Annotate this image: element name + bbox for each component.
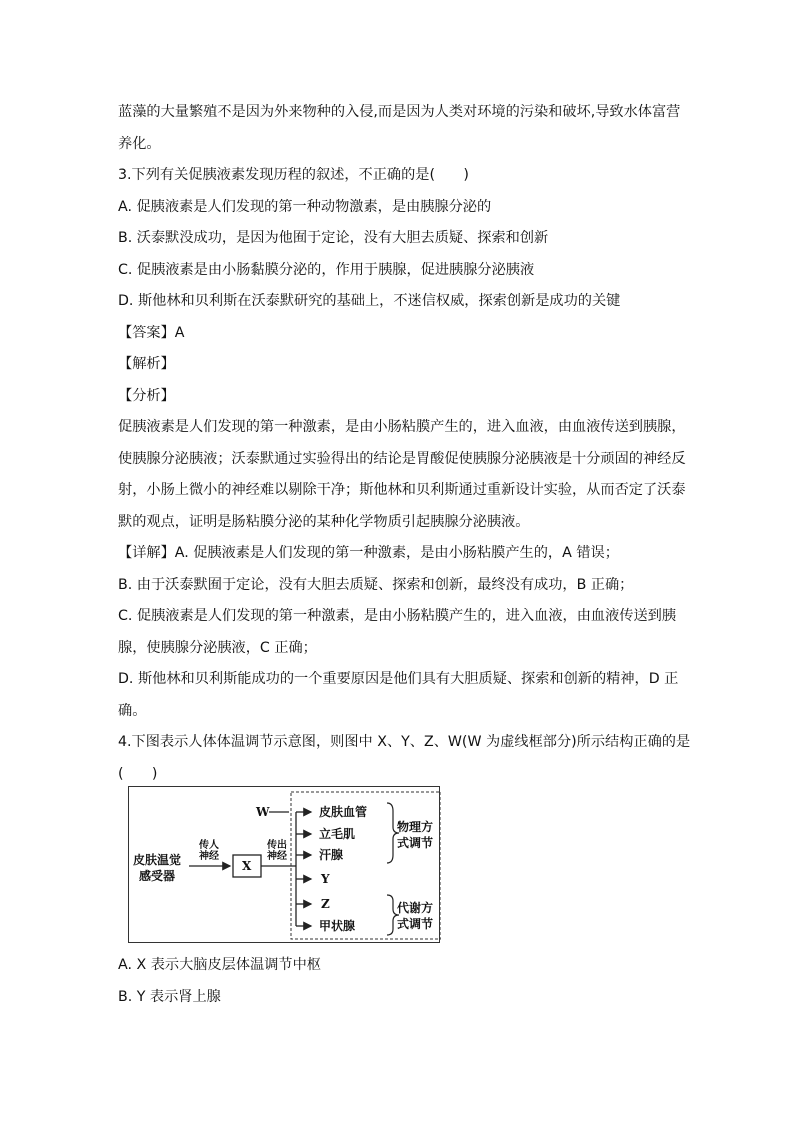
receptor-label-1: 皮肤温觉 [133,853,182,867]
metabolic-regulation-2: 式调节 [397,917,434,931]
x-label: X [242,859,252,873]
question-4: 4.下图表示人体体温调节示意图，则图中 X、Y、Z、W(W 为虚线框部分)所示结构正确的是 [118,734,691,750]
detail-text: 确。 [118,703,147,719]
physical-regulation-2: 式调节 [397,836,434,850]
analysis-subheading: 【分析】 [118,388,175,404]
option-4a: A. X 表示大脑皮层体温调节中枢 [118,957,321,973]
question-4-bracket: ( ) [118,766,158,782]
analysis-text: 射，小肠上微小的神经难以剔除干净；斯他林和贝利斯通过重新设计实验，从而否定了沃泰 [118,482,686,498]
target-y: Y [321,872,330,886]
target-thyroid: 甲状腺 [319,919,356,933]
detail-text: C. 促胰液素是人们发现的第一种激素，是由小肠粘膜产生的，进入血液，由血液传送到胰 [118,608,677,624]
analysis-heading: 【解析】 [118,356,175,372]
target-skin-vessels: 皮肤血管 [319,805,368,819]
option-c: C. 促胰液素是由小肠黏膜分泌的，作用于胰腺，促进胰腺分泌胰液 [118,262,535,278]
analysis-text: 默的观点，证明是肠粘膜分泌的某种化学物质引起胰腺分泌胰液。 [118,514,530,530]
physical-regulation-1: 物理方 [397,820,434,834]
detail-text: 【详解】A. 促胰液素是人们发现的第一种激素，是由小肠粘膜产生的，A 错误； [118,545,619,561]
option-4b: B. Y 表示肾上腺 [118,989,221,1005]
detail-text: 腺，使胰腺分泌胰液，C 正确； [118,640,317,656]
target-arrector-muscle: 立毛肌 [319,827,356,841]
metabolic-regulation-1: 代谢方 [397,901,434,915]
analysis-text: 促胰液素是人们发现的第一种激素，是由小肠粘膜产生的，进入血液，由血液传送到胰腺， [118,419,686,435]
target-z: Z [321,897,330,911]
detail-text: D. 斯他林和贝利斯能成功的一个重要原因是他们具有大胆质疑、探索和创新的精神，D 正 [118,671,679,687]
text-line: 蓝藻的大量繁殖不是因为外来物种的入侵,而是因为人类对环境的污染和破坏,导致水体富营 [118,104,681,120]
target-sweat-gland: 汗腺 [319,848,344,862]
efferent-label-1: 传出 [267,840,287,851]
efferent-label-2: 神经 [267,851,287,862]
thermoregulation-diagram [128,786,440,943]
w-label: W [256,805,270,819]
afferent-label-1: 传人 [199,840,219,851]
option-b: B. 沃泰默没成功，是因为他囿于定论，没有大胆去质疑、探索和创新 [118,230,549,246]
analysis-text: 使胰腺分泌胰液；沃泰默通过实验得出的结论是胃酸促使胰腺分泌胰液是十分顽固的神经反 [118,451,686,467]
answer-label: 【答案】A [118,325,185,341]
afferent-label-2: 神经 [199,851,219,862]
detail-text: B. 由于沃泰默囿于定论，没有大胆去质疑、探索和创新，最终没有成功，B 正确； [118,577,634,593]
question-3: 3.下列有关促胰液素发现历程的叙述，不正确的是( ) [118,167,469,183]
text-line: 养化。 [118,136,161,152]
receptor-label-2: 感受器 [139,869,176,883]
option-d: D. 斯他林和贝利斯在沃泰默研究的基础上，不迷信权威，探索创新是成功的关键 [118,293,621,309]
option-a: A. 促胰液素是人们发现的第一种动物激素，是由胰腺分泌的 [118,199,492,215]
